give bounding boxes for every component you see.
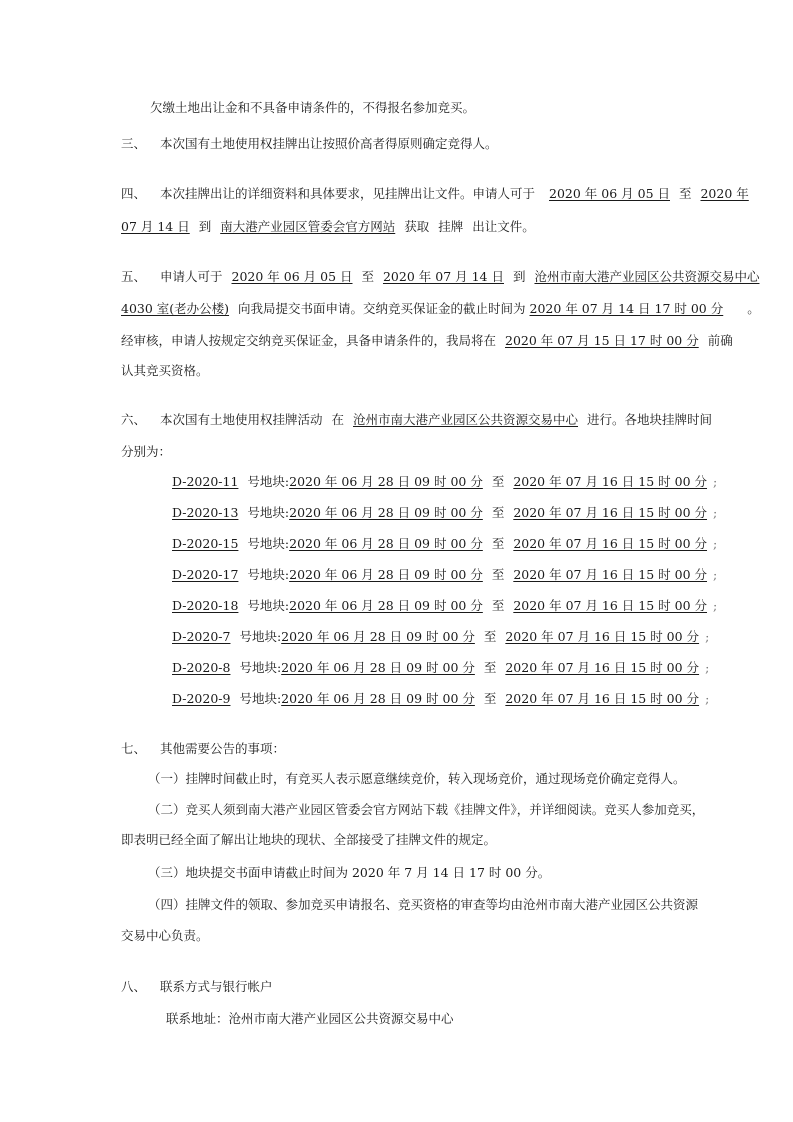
schedule-separator: ; xyxy=(713,598,718,613)
section-7-number: 七、 xyxy=(121,741,147,756)
schedule-to-label: 至 xyxy=(491,536,505,551)
section-6-line-2 xyxy=(121,443,171,461)
schedule-separator: ; xyxy=(713,536,718,551)
doc-date-to-day: 07 月 14 日 xyxy=(121,219,190,234)
section-7-item-4-text-b: 交易中心负责。 xyxy=(121,928,209,943)
schedule-separator: ; xyxy=(713,505,718,520)
section-5-number: 五、 xyxy=(121,269,147,284)
intro-tail-text: 欠缴土地出让金和不具备申请条件的，不得报名参加竞买。 xyxy=(150,100,476,115)
schedule-row xyxy=(172,504,717,522)
parcel-label: 号地块: xyxy=(247,567,290,582)
section-4-number: 四、 xyxy=(121,186,147,201)
section-5-period: 。 xyxy=(747,301,760,316)
section-6-text-a: 本次国有土地使用权挂牌活动 xyxy=(160,412,323,427)
section-3-text: 本次国有土地使用权挂牌出让按照价高者得原则确定竞得人。 xyxy=(160,136,498,151)
section-5-text-c: 经审核，申请人按规定交纳竞买保证金，具备申请条件的，我局将在 xyxy=(121,333,497,348)
parcel-label: 号地块: xyxy=(239,691,282,706)
schedule-to-label: 至 xyxy=(483,660,497,675)
section-7-title: 其他需要公告的事项： xyxy=(160,741,286,756)
section-6-at-label: 在 xyxy=(331,412,345,427)
section-7-title-line xyxy=(121,740,285,758)
parcel-code: D-2020-13 xyxy=(172,505,239,520)
doc-get-label: 获取 xyxy=(404,219,430,234)
schedule-separator: ; xyxy=(705,629,710,644)
schedule-to-label: 至 xyxy=(491,474,505,489)
parcel-label: 号地块: xyxy=(239,629,282,644)
auction-place: 沧州市南大港产业园区公共资源交易中心 xyxy=(353,412,579,427)
official-website-link[interactable]: 南大港产业园区管委会官方网站 xyxy=(220,219,396,234)
section-5-text-d: 前确 xyxy=(707,333,733,348)
section-4-text: 本次挂牌出让的详细资料和具体要求，见挂牌出让文件。申请人可于 xyxy=(160,186,536,201)
parcel-code: D-2020-7 xyxy=(172,629,231,644)
apply-to-label: 至 xyxy=(361,269,374,284)
schedule-start: 2020 年 06 月 28 日 09 时 00 分 xyxy=(289,598,483,613)
parcel-label: 号地块: xyxy=(247,536,290,551)
schedule-row xyxy=(172,597,717,615)
confirm-date: 2020 年 07 月 15 日 17 时 00 分 xyxy=(505,333,699,348)
parcel-label: 号地块: xyxy=(247,474,290,489)
section-7-item-1-text: （一）挂牌时间截止时，有竞买人表示愿意继续竞价，转入现场竞价，通过现场竞价确定竞得人。 xyxy=(148,771,686,786)
schedule-row xyxy=(172,473,717,491)
schedule-end: 2020 年 07 月 16 日 15 时 00 分 xyxy=(505,629,700,644)
section-5-line-4 xyxy=(121,362,209,380)
schedule-end: 2020 年 07 月 16 日 15 时 00 分 xyxy=(505,691,700,706)
apply-date-to: 2020 年 07 月 14 日 xyxy=(382,269,504,284)
parcel-code: D-2020-11 xyxy=(172,474,239,489)
schedule-to-label: 至 xyxy=(491,505,505,520)
parcel-code: D-2020-17 xyxy=(172,567,239,582)
schedule-separator: ; xyxy=(705,691,710,706)
schedule-to-label: 至 xyxy=(483,691,497,706)
section-5-text-b: 向我局提交书面申请。交纳竞买保证金的截止时间为 xyxy=(238,301,526,316)
schedule-start: 2020 年 06 月 28 日 09 时 00 分 xyxy=(289,474,483,489)
parcel-label: 号地块: xyxy=(247,598,290,613)
parcel-code: D-2020-9 xyxy=(172,691,231,706)
parcel-code: D-2020-18 xyxy=(172,598,239,613)
section-8-number: 八、 xyxy=(121,979,147,994)
parcel-code: D-2020-15 xyxy=(172,536,239,551)
schedule-separator: ; xyxy=(713,567,718,582)
section-7-item-2-text-b: 即表明已经全面了解出让地块的现状、全部接受了挂牌文件的规定。 xyxy=(121,832,497,847)
schedule-row xyxy=(172,690,709,708)
doc-date-to-year: 2020 年 xyxy=(700,186,749,201)
schedule-separator: ; xyxy=(713,474,718,489)
section-6-text-b: 进行。各地块挂牌时间 xyxy=(587,412,713,427)
schedule-start: 2020 年 06 月 28 日 09 时 00 分 xyxy=(289,567,483,582)
schedule-end: 2020 年 07 月 16 日 15 时 00 分 xyxy=(513,536,708,551)
schedule-end: 2020 年 07 月 16 日 15 时 00 分 xyxy=(505,660,700,675)
schedule-end: 2020 年 07 月 16 日 15 时 00 分 xyxy=(513,567,708,582)
section-5-text-e: 认其竞买资格。 xyxy=(121,363,209,378)
section-3 xyxy=(121,135,498,153)
parcel-label: 号地块: xyxy=(247,505,290,520)
section-6-text-c: 分别为： xyxy=(121,444,172,459)
doc-date-from: 2020 年 06 月 05 日 xyxy=(549,186,670,201)
section-7-item-4-line-1 xyxy=(148,896,698,914)
section-7-item-3-text: （三）地块提交书面申请截止时间为 2020 年 7 月 14 日 17 时 00 分。 xyxy=(148,865,551,880)
apply-at-label: 到 xyxy=(512,269,526,284)
doc-date-to-label: 至 xyxy=(678,186,692,201)
section-7-item-3 xyxy=(148,864,550,882)
parcel-label: 号地块: xyxy=(239,660,282,675)
schedule-row xyxy=(172,535,717,553)
section-7-item-2-line-1 xyxy=(148,801,704,819)
schedule-row xyxy=(172,628,709,646)
contact-address: 联系地址：沧州市南大港产业园区公共资源交易中心 xyxy=(166,1011,454,1026)
section-7-item-1 xyxy=(148,770,686,788)
section-8-title-line xyxy=(121,978,273,996)
section-7-item-4-line-2 xyxy=(121,927,209,945)
schedule-start: 2020 年 06 月 28 日 09 时 00 分 xyxy=(289,536,483,551)
section-7-item-2-line-2 xyxy=(121,831,496,849)
section-7-item-4-text-a: （四）挂牌文件的领取、参加竞买申请报名、竞买资格的审查等均由沧州市南大港产业园区公共资源 xyxy=(148,897,699,912)
schedule-row xyxy=(172,659,709,677)
section-6-number: 六、 xyxy=(121,412,147,427)
apply-room: 4030 室(老办公楼) xyxy=(121,301,230,316)
schedule-start: 2020 年 06 月 28 日 09 时 00 分 xyxy=(281,660,475,675)
doc-at-label: 到 xyxy=(198,219,212,234)
schedule-end: 2020 年 07 月 16 日 15 时 00 分 xyxy=(513,505,708,520)
section-3-number: 三、 xyxy=(121,136,147,151)
section-8-address xyxy=(166,1010,454,1028)
schedule-end: 2020 年 07 月 16 日 15 时 00 分 xyxy=(513,474,708,489)
section-4-line-1 xyxy=(121,185,749,203)
schedule-row xyxy=(172,566,717,584)
section-7-item-2-text-a: （二）竞买人须到南大港产业园区管委会官方网站下载《挂牌文件》，并详细阅读。竞买人参加竞买， xyxy=(148,802,705,817)
section-5-line-1 xyxy=(121,268,759,286)
schedule-to-label: 至 xyxy=(483,629,497,644)
schedule-to-label: 至 xyxy=(491,567,505,582)
schedule-start: 2020 年 06 月 28 日 09 时 00 分 xyxy=(281,691,475,706)
schedule-start: 2020 年 06 月 28 日 09 时 00 分 xyxy=(281,629,475,644)
section-6-line-1 xyxy=(121,411,712,429)
schedule-start: 2020 年 06 月 28 日 09 时 00 分 xyxy=(289,505,483,520)
schedule-to-label: 至 xyxy=(491,598,505,613)
schedule-end: 2020 年 07 月 16 日 15 时 00 分 xyxy=(513,598,708,613)
deposit-deadline: 2020 年 07 月 14 日 17 时 00 分 xyxy=(529,301,724,316)
section-5-line-3 xyxy=(121,332,733,350)
apply-place: 沧州市南大港产业园区公共资源交易中心 xyxy=(534,269,760,284)
section-4-line-2 xyxy=(121,218,535,236)
section-5-text-a: 申请人可于 xyxy=(160,269,223,284)
section-5-line-2 xyxy=(121,300,760,318)
parcel-code: D-2020-8 xyxy=(172,660,231,675)
schedule-separator: ; xyxy=(705,660,710,675)
doc-name: 出让文件。 xyxy=(472,219,535,234)
section-8-title: 联系方式与银行帐户 xyxy=(160,979,273,994)
intro-tail xyxy=(150,99,475,117)
apply-date-from: 2020 年 06 月 05 日 xyxy=(231,269,353,284)
doc-method: 挂牌 xyxy=(438,219,464,234)
